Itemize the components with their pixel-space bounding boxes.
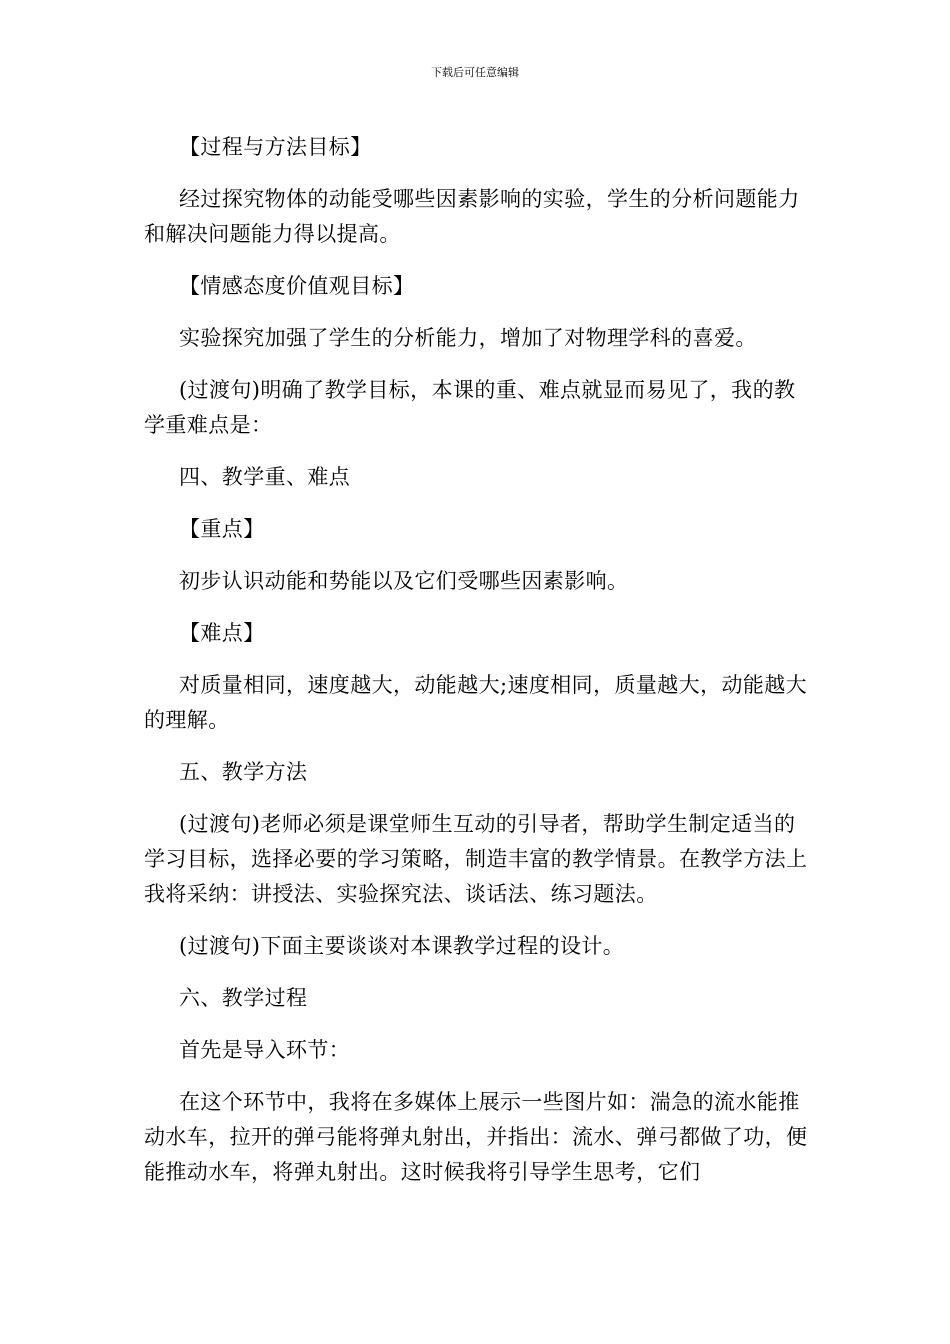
paragraph-intro-detail: 在这个环节中，我将在多媒体上展示一些图片如：湍急的流水能推动水车，拉开的弹弓能将弹丸射出，并指出：流水、弹弓都做了功，便能推动水车，将弹丸射出。这时候我将引导学生思考，它们 xyxy=(144,1090,808,1184)
document-body xyxy=(144,130,810,1190)
section-heading-teaching-process: 六、教学过程 xyxy=(179,986,308,1010)
paragraph-transition-2: (过渡句)下面主要谈谈对本课教学过程的设计。 xyxy=(179,934,625,958)
heading-difficult-point: 【难点】 xyxy=(179,621,265,645)
paragraph-process-method: 经过探究物体的动能受哪些因素影响的实验，学生的分析问题能力和解决问题能力得以提高。 xyxy=(144,187,800,246)
heading-process-method-goal: 【过程与方法目标】 xyxy=(179,135,372,159)
paragraph-key-point: 初步认识动能和势能以及它们受哪些因素影响。 xyxy=(179,569,629,593)
paragraph-transition-1: (过渡句)明确了教学目标，本课的重、难点就显而易见了，我的教学重难点是： xyxy=(144,378,796,437)
heading-key-point: 【重点】 xyxy=(179,517,265,541)
paragraph-emotion-value: 实验探究加强了学生的分析能力，增加了对物理学科的喜爱。 xyxy=(179,326,757,350)
paragraph-teaching-method: (过渡句)老师必须是课堂师生互动的引导者，帮助学生制定适当的学习目标，选择必要的学习策略，制造丰富的教学情景。在教学方法上我将采纳：讲授法、实验探究法、谈话法、练习题法。 xyxy=(144,812,808,906)
heading-emotion-value-goal: 【情感态度价值观目标】 xyxy=(179,274,415,298)
section-heading-key-difficult: 四、教学重、难点 xyxy=(179,465,351,489)
section-heading-teaching-method: 五、教学方法 xyxy=(179,760,308,784)
header-note: 下载后可任意编辑 xyxy=(431,66,519,79)
paragraph-difficult-point: 对质量相同，速度越大，动能越大;速度相同，质量越大，动能越大的理解。 xyxy=(144,673,808,732)
paragraph-intro-step: 首先是导入环节： xyxy=(179,1038,351,1062)
